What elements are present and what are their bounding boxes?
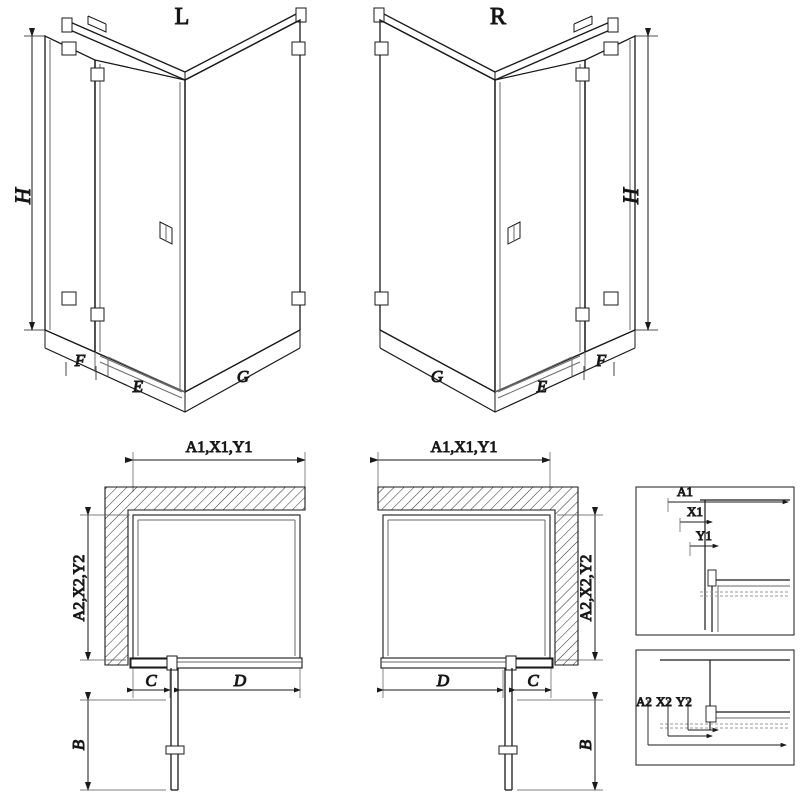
plan-view-right [378, 439, 603, 790]
detail-top-row-1: X1 [687, 504, 703, 519]
plan-left-side-dim-label: A2,X2,Y2 [71, 554, 88, 622]
iso-right-height-label: H [618, 188, 643, 204]
detail-bottom-row-2: Y2 [676, 694, 692, 709]
iso-right-f-label: F [595, 351, 607, 370]
plan-left-c-label: C [145, 671, 157, 690]
plan-right-c-label: C [527, 671, 539, 690]
iso-right-e-label: E [536, 377, 548, 396]
iso-left-g-label: G [236, 367, 250, 386]
plan-right-d-label: D [436, 671, 450, 690]
plan-left-b-label: B [69, 739, 88, 751]
detail-top-row-2: Y1 [696, 528, 712, 543]
iso-view-left [10, 4, 306, 412]
iso-left-e-label: E [132, 377, 144, 396]
detail-view-top [636, 484, 794, 635]
detail-bottom-row-0: A2 [636, 694, 652, 709]
plan-left-top-dim-label: A1,X1,Y1 [185, 439, 253, 456]
iso-left-height-label: H [10, 188, 35, 204]
iso-left-view-name: L [174, 4, 190, 30]
iso-view-right [374, 4, 658, 412]
detail-bottom-row-1: X2 [656, 694, 672, 709]
plan-left-d-label: D [233, 671, 247, 690]
iso-right-g-label: G [430, 367, 444, 386]
iso-left-f-label: F [74, 351, 86, 370]
plan-right-side-dim-label: A2,X2,Y2 [578, 554, 595, 622]
plan-right-b-label: B [576, 739, 595, 751]
iso-right-view-name: R [489, 4, 507, 30]
detail-top-row-0: A1 [677, 484, 693, 499]
detail-view-bottom [636, 650, 794, 765]
plan-right-top-dim-label: A1,X1,Y1 [430, 439, 498, 456]
plan-view-left [69, 439, 305, 790]
